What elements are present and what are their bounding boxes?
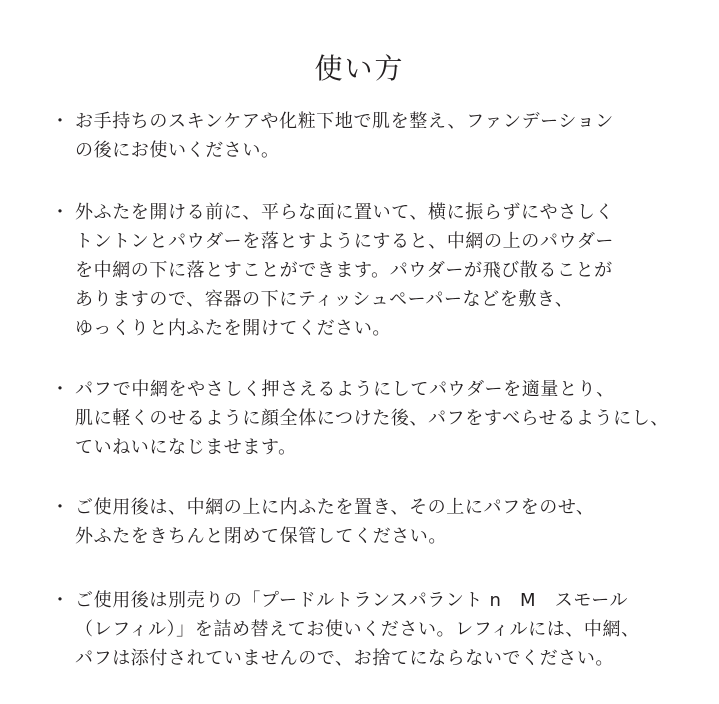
bullet-mark: ・ <box>51 497 69 518</box>
instruction-text: ご使用後は別売りの「プードルトランスパラント n M スモール （レフィル）」を詰め替えてお使いください。レフィルには、中網、 パフは添付されていませんので、お捨てにならないでください。 <box>75 590 640 669</box>
bullet-mark: ・ <box>51 590 69 611</box>
instruction-text: お手持ちのスキンケアや化粧下地で肌を整え、ファンデーション の後にお使いください。 <box>75 111 614 161</box>
instruction-item <box>50 198 690 343</box>
instruction-text: 外ふたを開ける前に、平らな面に置いて、横に振らずにやさしく トントンとパウダーを落とすようにすると、中網の上のパウダー を中網の下に落とすことができます。パウダーが飛び散ることが ありますので、容器の下にティッシュペーパーなどを敷き、 ゆっくりと内ふたを開けてください。 <box>75 202 615 339</box>
bullet-mark: ・ <box>51 379 69 400</box>
bullet-mark: ・ <box>51 111 69 132</box>
instruction-item <box>50 375 690 462</box>
instruction-text: ご使用後は、中網の上に内ふたを置き、その上にパフをのせ、 外ふたをきちんと閉めて保管してください。 <box>75 497 595 547</box>
instruction-item <box>50 586 690 673</box>
instruction-item <box>50 493 690 551</box>
bullet-mark: ・ <box>51 202 69 223</box>
page-title: 使い方 <box>314 51 405 85</box>
instruction-text: パフで中網をやさしく押さえるようにしてパウダーを適量とり、 肌に軽くのせるように顔全体につけた後、パフをすべらせるようにし、 ていねいになじませます。 <box>75 379 669 458</box>
instruction-item <box>50 107 690 165</box>
